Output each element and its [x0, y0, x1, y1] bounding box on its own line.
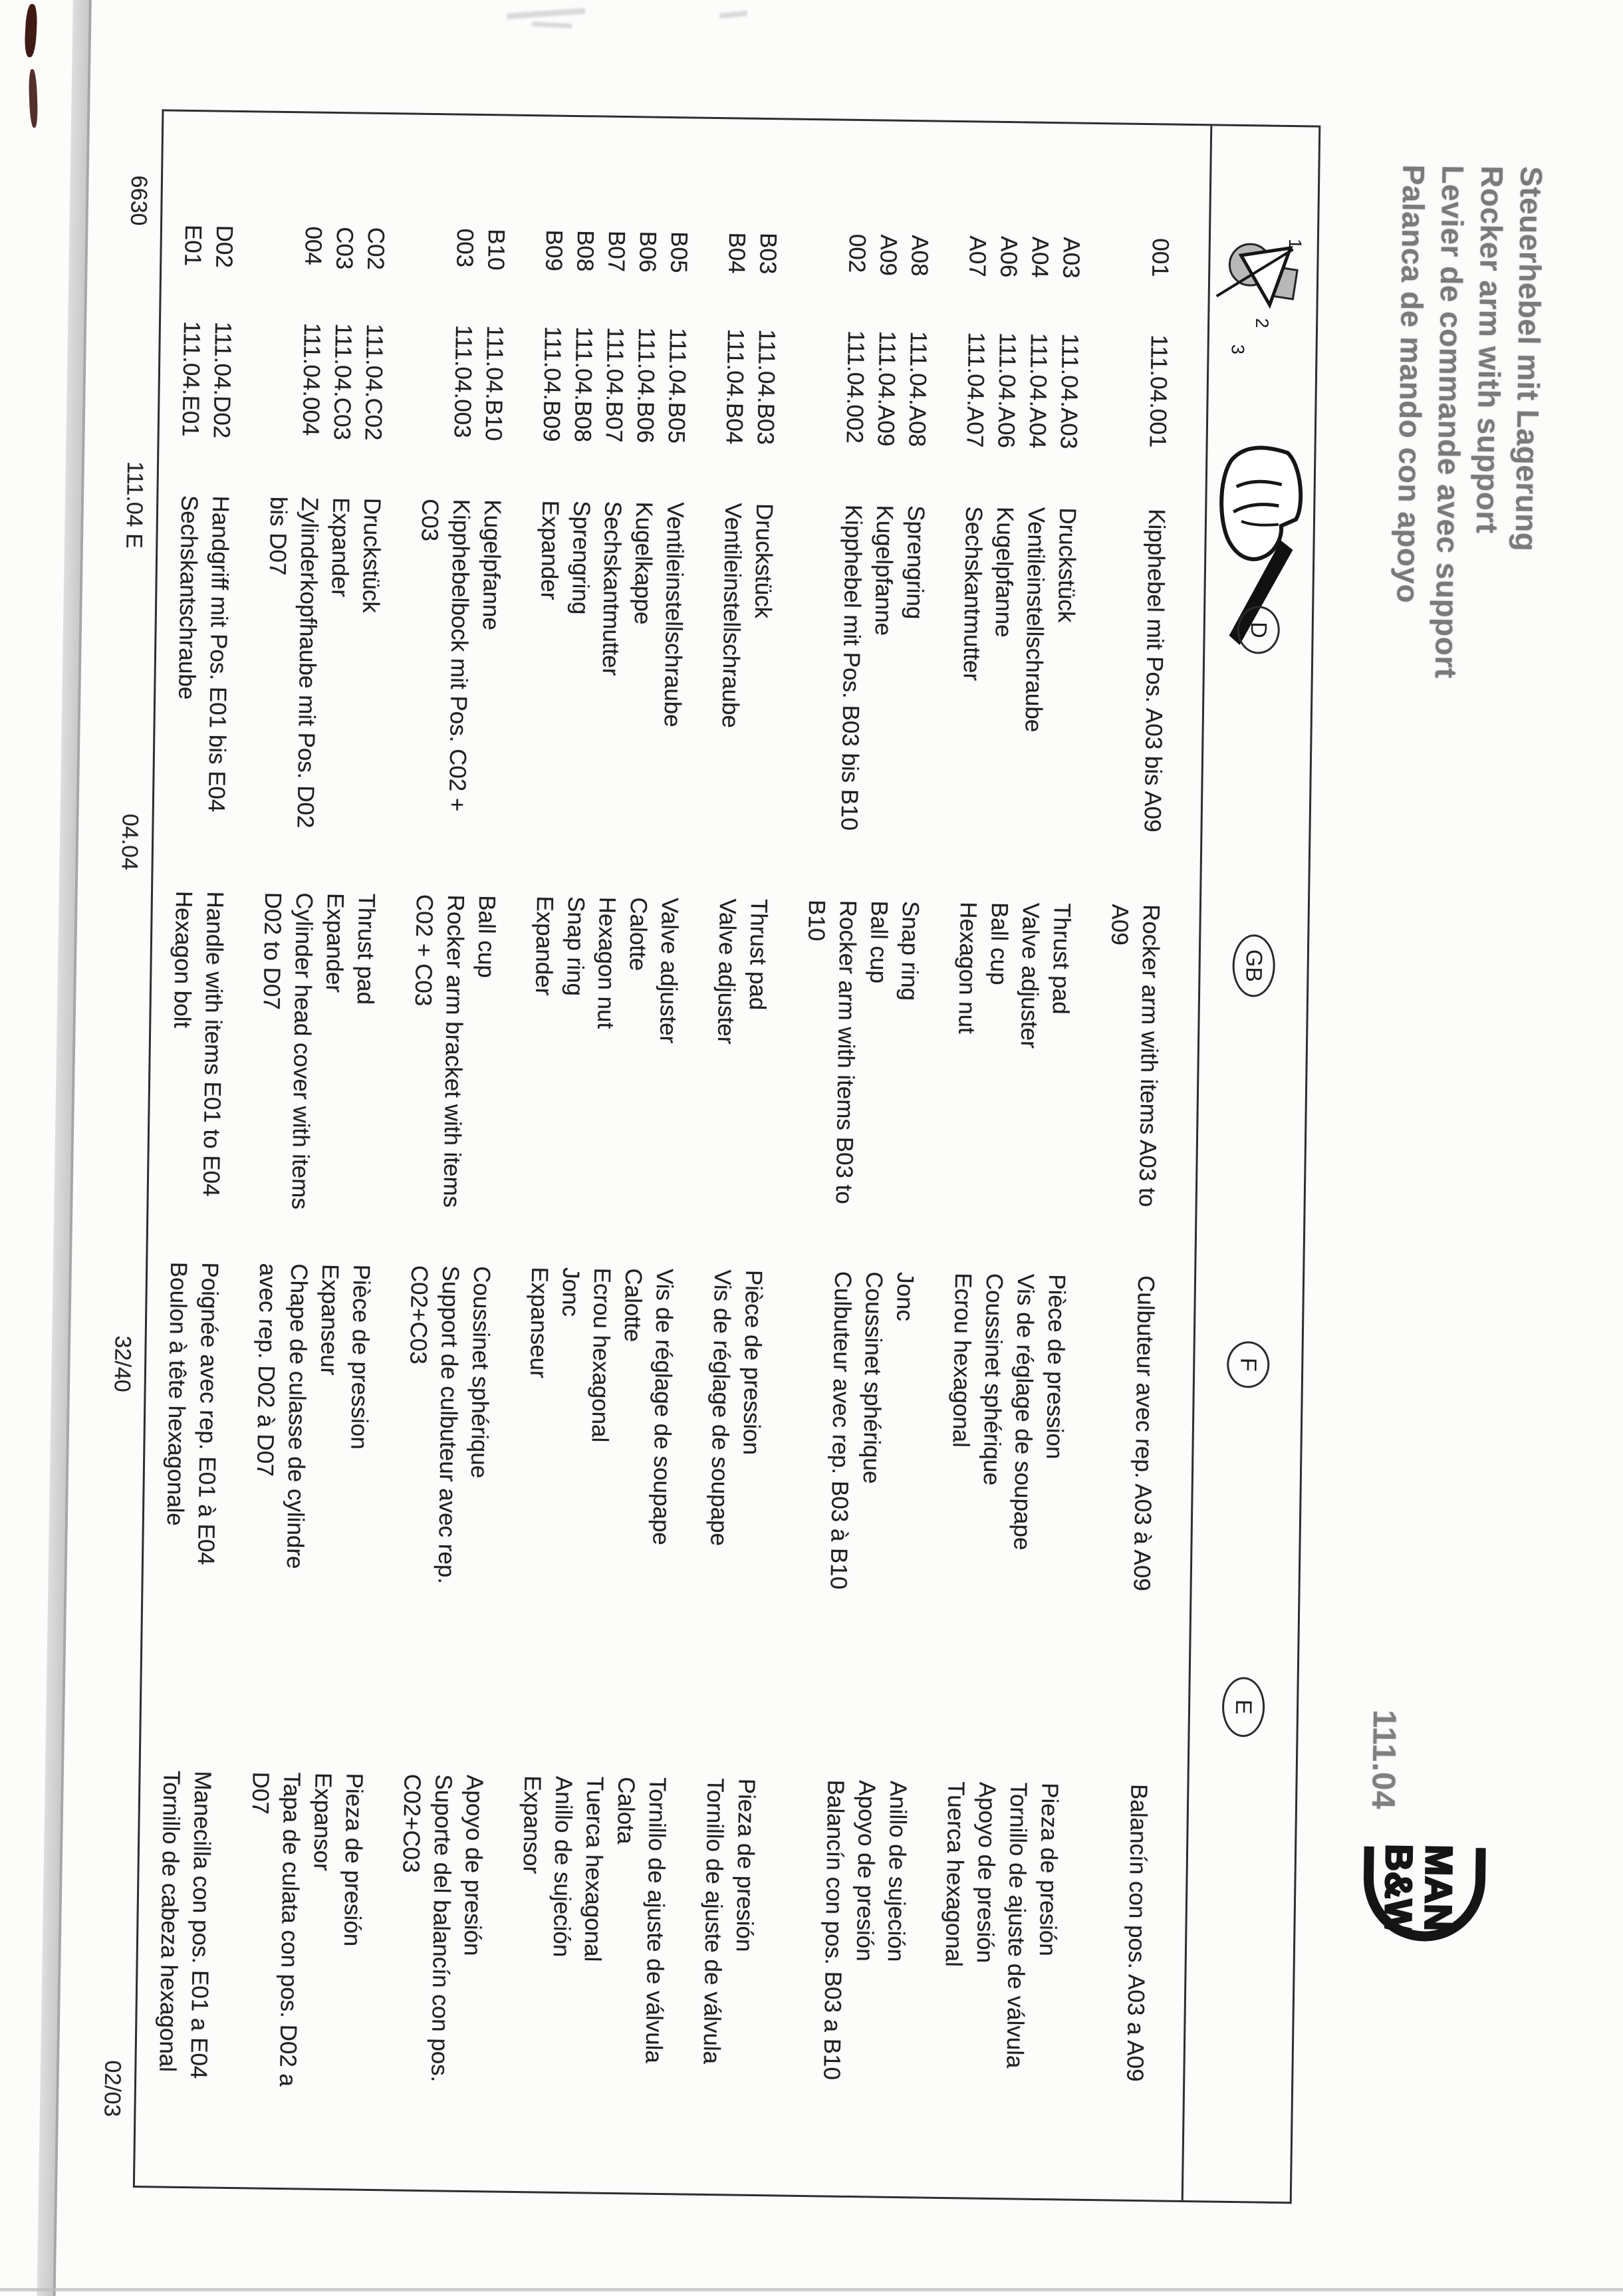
cell-de: Expander [326, 497, 354, 598]
cell-fr: Poignée avec rep. E01 à E04 [192, 1262, 223, 1566]
svg-text:2: 2 [1252, 318, 1273, 328]
cell-no: 111.04.A06 [993, 332, 1021, 449]
cell-en: Snap ring [896, 900, 924, 1001]
cell-en: Rocker arm with items B03 to B10 [803, 899, 861, 1205]
cell-fr: Ecrou hexagonal [947, 1273, 977, 1448]
cell-pos: A06 [995, 235, 1022, 278]
cell-en: Valve adjuster [654, 897, 684, 1044]
cell-en: Ball cup [865, 900, 892, 984]
cell-no: 111.04.A09 [872, 330, 900, 447]
cell-pos: A09 [875, 234, 902, 277]
cell-no: 111.04.B10 [480, 325, 509, 442]
cell-fr: Ecrou hexagonal [586, 1267, 616, 1443]
cell-de: Druckstück [749, 503, 778, 619]
cell-de: Ventileinstellschraube [717, 503, 747, 729]
cell-de: Zylinderkopfhaube mit Pos. D02 bis D07 [264, 496, 323, 829]
logo-text-bw: B&W [1377, 1844, 1421, 1936]
cell-de: Kipphebel mit Pos. A03 bis A09 [1139, 508, 1170, 832]
title-es: Palanca de mando con apoyo [1390, 164, 1432, 604]
cell-en: Hexagon nut [592, 896, 621, 1029]
logo-text-man: MAN [1417, 1844, 1461, 1932]
cell-pos: C02 [362, 227, 390, 271]
cell-es: Tornillo de ajuste de válvula [698, 1777, 729, 2065]
cell-es: Tuerca hexagonal [940, 1781, 969, 1968]
svg-text:3: 3 [1227, 344, 1248, 355]
footer-edition: 04.04 [116, 813, 143, 871]
cell-de: Sechskantmutter [597, 501, 626, 676]
cell-pos: B05 [666, 231, 692, 273]
cell-es: Pieza de presión [338, 1773, 368, 1947]
cell-de: Kugelpfanne [990, 506, 1019, 638]
cell-es: Suporte del balancín con pos. C02+C03 [398, 1773, 457, 2083]
cell-de: Ventileinstellschraube [1020, 507, 1050, 733]
cell-es: Balancín con pos. B03 a B10 [818, 1779, 849, 2081]
cell-en: Expander [530, 896, 559, 996]
title-de: Steuerhebel mit Lagerung [1509, 166, 1549, 552]
cell-es: Expansor [309, 1772, 336, 1872]
cell-pos: 003 [451, 228, 479, 268]
cell-es: Tapa de culata con pos. D02 a D07 [247, 1771, 305, 2087]
cell-en: Ball cup [473, 894, 501, 979]
cell-pos: B10 [483, 229, 510, 271]
lang-circle-fr: F [1227, 1341, 1270, 1388]
cell-no: 111.04.B07 [600, 326, 628, 443]
cell-pos: 004 [300, 226, 327, 266]
cell-pos: D02 [211, 225, 238, 269]
cell-no: 111.04.A04 [1024, 332, 1052, 449]
title-en: Rocker arm with support [1469, 165, 1510, 534]
cell-de: Handgriff mit Pos. E01 bis E04 [203, 495, 234, 813]
cell-es: Apoyo de presión [459, 1774, 488, 1956]
cell-no: 111.04.B09 [538, 326, 566, 442]
cell-fr: Pièce de pression [346, 1264, 375, 1450]
cell-fr: Boulon à tête hexagonale [162, 1261, 192, 1527]
cell-fr: Vis de réglage de soupape [705, 1269, 736, 1547]
cell-no: 111.04.D02 [208, 321, 237, 439]
cell-fr: Culbuteur avec rep. A03 à A09 [1128, 1275, 1160, 1592]
cell-es: Calota [612, 1777, 640, 1845]
footer-doc-number: 111.04 E [121, 461, 148, 549]
cell-fr: Pièce de pression [1041, 1273, 1070, 1460]
cell-no: 111.04.B08 [569, 326, 597, 443]
cell-en: Hexagon nut [953, 902, 981, 1035]
title-fr: Levier de commande avec support [1428, 165, 1471, 679]
cell-es: Pieza de presión [1034, 1782, 1063, 1957]
cell-pos: B07 [603, 230, 630, 273]
cell-fr: Coussinet sphérique [978, 1273, 1008, 1486]
cell-no: 111.04.C03 [328, 322, 357, 441]
cell-es: Apoyo de presión [851, 1780, 880, 1962]
cell-es: Manecilla con pos. E01 a E04 [186, 1771, 216, 2079]
cell-fr: Expanseur [525, 1267, 553, 1378]
cell-en: Expander [320, 892, 349, 993]
svg-text:1: 1 [1285, 238, 1305, 249]
scan-bottom-edge [0, 2288, 1623, 2291]
cell-pos: A03 [1058, 237, 1084, 279]
cell-de: Kugelkappe [629, 501, 658, 625]
cell-no: 111.04.B05 [663, 327, 691, 444]
cell-pos: B08 [572, 229, 599, 272]
cell-es: Expansor [518, 1775, 546, 1874]
cell-de: Kipphebelbock mit Pos. C02 + C03 [416, 498, 475, 812]
cell-fr: Vis de réglage de soupape [1009, 1273, 1039, 1551]
cell-de: Sechskantschraube [174, 495, 203, 700]
cell-fr: Coussinet sphérique [858, 1271, 888, 1484]
cell-es: Tornillo de cabeza hexagonal [154, 1770, 185, 2073]
cell-de: Kugelpfanne [870, 505, 898, 636]
cell-pos: B09 [541, 229, 568, 272]
cell-pos: A04 [1027, 236, 1053, 279]
cell-en: Rocker arm bracket with items C02 + C03 [410, 894, 469, 1208]
cell-pos: B03 [755, 232, 781, 275]
cell-no: 111.04.002 [841, 330, 869, 444]
footer-engine-type: 32/40 [109, 1335, 136, 1393]
table-rows [150, 112, 1178, 2200]
cell-en: Handle with items E01 to E04 [197, 891, 229, 1197]
footer-plate-number: 6630 [126, 175, 152, 226]
cell-en: Thrust pad [1047, 903, 1075, 1015]
cell-fr: Vis de réglage de soupape [648, 1268, 678, 1546]
cell-en: Thrust pad [352, 893, 380, 1005]
cell-es: Anillo de sujeción [548, 1775, 577, 1958]
cell-es: Tornillo de ajuste de válvula [640, 1777, 671, 2064]
cell-en: Snap ring [561, 896, 590, 997]
cell-pos: A07 [964, 235, 991, 277]
cell-no: 111.04.A03 [1055, 333, 1083, 449]
cell-fr: Calotte [619, 1268, 647, 1342]
lang-circle-es: E [1221, 1677, 1265, 1737]
cell-de: Expander [536, 500, 564, 600]
lang-circle-de: D [1237, 606, 1280, 654]
cell-fr: Jonc [892, 1271, 919, 1322]
cell-de: Kugelpfanne [477, 499, 506, 631]
cell-no: 111.04.C02 [360, 323, 388, 441]
cell-fr: Expanseur [315, 1263, 344, 1376]
cell-pos: E01 [180, 224, 207, 267]
cell-fr: Chape de culasse de cylindre avec rep. D02 à D07 [251, 1263, 312, 1569]
table-row [1086, 124, 1178, 2200]
cell-pos: B04 [723, 232, 750, 274]
cell-en: Valve adjuster [1015, 902, 1044, 1049]
table-header [1182, 126, 1319, 2202]
cell-fr: Culbuteur avec rep. B03 à B10 [825, 1271, 856, 1590]
cell-de: Sprengring [901, 505, 930, 620]
cell-de: Ventileinstellschraube [659, 501, 689, 727]
cell-no: 111.04.A08 [904, 330, 932, 447]
cell-pos: 001 [1147, 238, 1174, 277]
section-code: 111.04 [1364, 1709, 1403, 1811]
cell-es: Apoyo de presión [971, 1781, 1001, 1964]
cell-no: 111.04.B06 [632, 327, 660, 444]
cell-de: Sprengring [566, 500, 595, 615]
man-bw-logo [1361, 1827, 1488, 1959]
cell-no: 111.04.A07 [961, 332, 989, 448]
cell-de: Sechskantmutter [958, 506, 987, 682]
footer-page-number: 02/03 [99, 2060, 126, 2117]
cell-pos: B06 [634, 231, 662, 273]
cell-en: Thrust pad [744, 898, 772, 1011]
cell-en: Ball cup [985, 902, 1013, 985]
assembly-cone-icon [1210, 232, 1305, 373]
cell-es: Tornillo de ajuste de válvula [1001, 1782, 1032, 2069]
cell-de: Druckstück [1053, 507, 1081, 623]
cell-es: Pieza de presión [731, 1778, 760, 1952]
cell-en: Cylinder head cover with items D02 to D07 [258, 892, 318, 1210]
cell-es: Balancín con pos. A03 a A09 [1122, 1783, 1152, 2082]
cell-de: Druckstück [357, 497, 386, 614]
cell-fr: Coussinet sphérique [465, 1265, 495, 1479]
cell-pos: 002 [844, 233, 870, 273]
cell-pos: A08 [906, 234, 933, 277]
cell-es: Tuerca hexagonal [579, 1776, 608, 1962]
cell-no: 111.04.003 [449, 324, 477, 438]
cell-de: Kipphebel mit Pos. B03 bis B10 [836, 504, 867, 831]
cell-en: Rocker arm with items A03 to A09 [1106, 904, 1164, 1208]
title-block [1387, 164, 1551, 680]
cell-en: Valve adjuster [712, 898, 741, 1045]
cell-no: 111.04.B03 [752, 328, 780, 446]
cell-fr: Jonc [557, 1267, 584, 1317]
parts-table [133, 109, 1320, 2204]
cell-no: 111.04.E01 [177, 320, 205, 438]
cell-en: Calotte [624, 897, 652, 971]
lang-circle-gb: GB [1232, 934, 1275, 997]
cell-fr: Pièce de pression [738, 1269, 767, 1456]
cell-no: 111.04.001 [1144, 334, 1172, 448]
cell-pos: C03 [331, 226, 358, 270]
cell-fr: Support de culbuteur avec rep. C02+C03 [405, 1265, 464, 1585]
cell-es: Anillo de sujeción [882, 1780, 912, 1962]
cell-no: 111.04.B04 [721, 328, 749, 445]
cell-no: 111.04.004 [297, 322, 326, 436]
cell-en: Hexagon bolt [169, 890, 197, 1029]
